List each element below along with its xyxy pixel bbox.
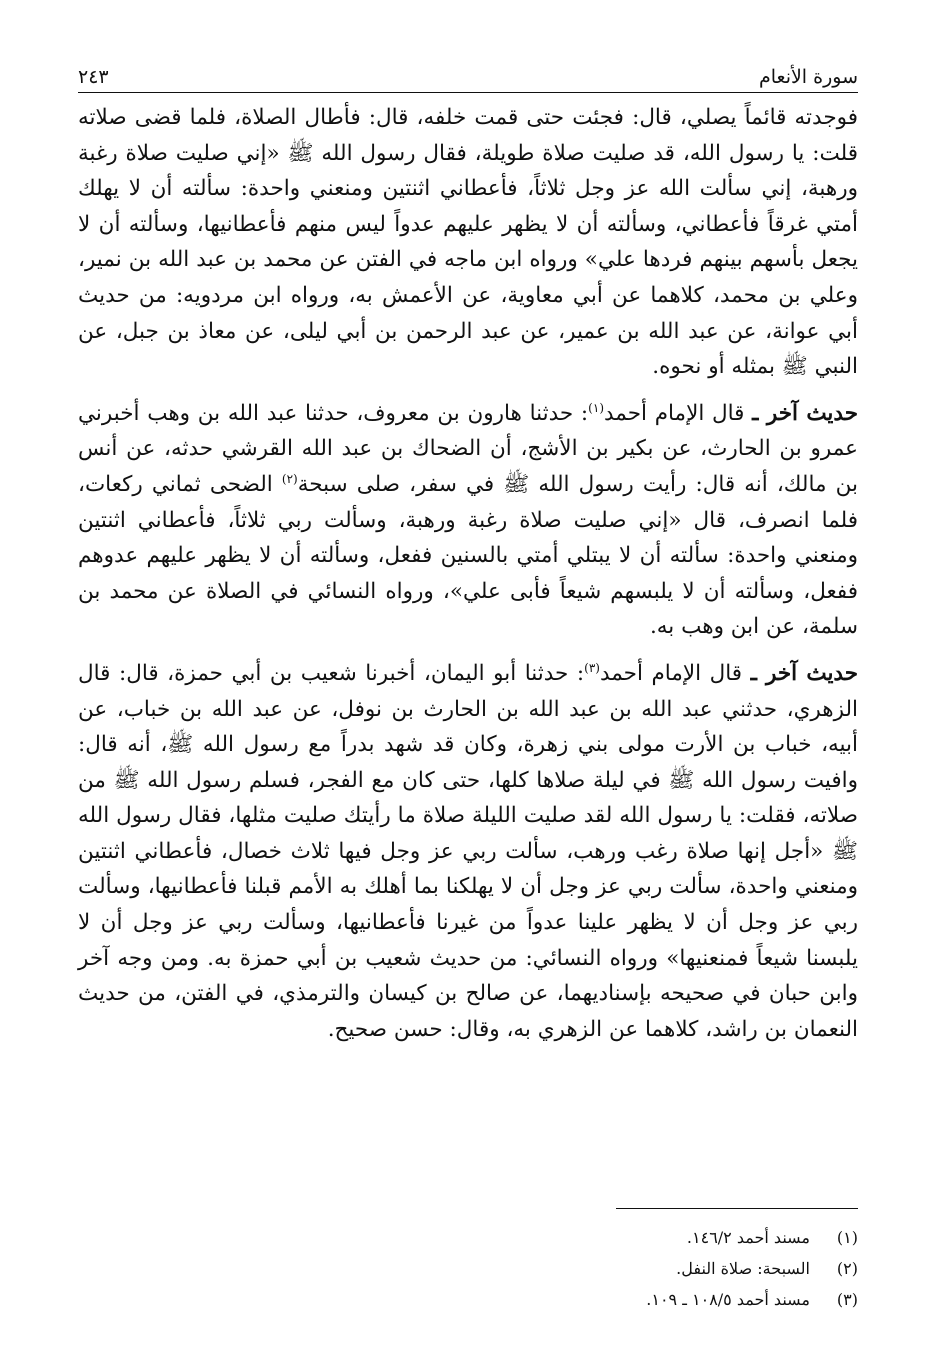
main-text [78,100,858,1058]
footnote-text: السبحة: صلاة النفل. [676,1259,810,1278]
paragraph-3 [78,656,858,1048]
footnote-number: (٢) [836,1259,858,1278]
footnote-item [78,1222,858,1253]
footnotes [78,1222,858,1315]
footnote-item [78,1253,858,1284]
paragraph-1: فوجدته قائماً يصلي، قال: فجئت حتى قمت خلفه، قال: فأطال الصلاة، فلما قضى صلاته قلت: يا رسول الله، قد صليت صلاة طويلة، فقال رسول الله ﷺ «إني صليت صلاة رغبة ورهبة، إني سألت الله عز وجل ثلاثاً، فأعطاني اثنتين ومنعني واحدة: سألته أن لا يهلك أمتي غرقاً فأعطاني، وسألته أن لا يظهر عليهم عدواً ليس منهم فأعطانيها، وسألته أن لا يجعل بأسهم بينهم فردها علي» ورواه ابن ماجه في الفتن عن محمد بن عبد الله بن نمير، وعلي بن محمد، كلاهما عن أبي معاوية، عن الأعمش به، ورواه ابن مردويه: من حديث أبي عوانة، عن عبد الله بن عمير، عن عبد الرحمن بن أبي ليلى، عن معاذ بن جبل، عن النبي ﷺ بمثله أو نحوه. [78,105,858,380]
paragraph-text-continued: الضحى ثماني ركعات، فلما انصرف، قال «إني صليت صلاة رغبة ورهبة، وسألت ربي ثلاثاً، فأعطاني اثنتين ومنعني واحدة: سألته أن لا يبتلي أمتي بالسنين ففعل، وسألته أن لا يظهر عليهم عدوهم ففعل، وسألته أن لا يلبسهم شيعاً فأبى علي»، ورواه النسائي في الصلاة عن محمد بن سلمة، عن ابن وهب به. [78,471,858,640]
footnote-number: (١) [836,1228,858,1247]
paragraph-2 [78,396,858,645]
footnote-item [78,1284,858,1315]
surah-title: سورة الأنعام [758,66,858,88]
paragraph-intro: قال الإمام أحمد [604,400,753,426]
hadith-heading: حديث آخر ـ [752,400,858,426]
paragraph-text: : حدثنا هارون بن معروف، حدثنا عبد الله بن وهب أخبرني عمرو بن الحارث، عن بكير بن الأشج، أن الضحاك بن عبد الله القرشي حدثه، عن أنس بن مالك، أنه قال: رأيت رسول الله ﷺ في سفر، صلى سبحة [78,400,858,497]
footnote-ref-3[interactable]: (٣) [584,660,600,675]
header-divider [78,92,858,93]
page-number: ٢٤٣ [78,66,109,88]
paragraph-intro: قال الإمام أحمد [599,660,751,686]
book-page [78,0,858,1365]
footnote-ref-1[interactable]: (١) [588,400,604,415]
footnote-number: (٣) [836,1290,858,1309]
footnote-text: مسند أحمد ١٠٨/٥ ـ ١٠٩. [646,1290,810,1309]
footnote-text: مسند أحمد ١٤٦/٢. [686,1228,810,1247]
footnote-ref-2[interactable]: (٢) [281,471,298,486]
footnote-divider [616,1208,858,1209]
paragraph-text: : حدثنا أبو اليمان، أخبرنا شعيب بن أبي حمزة، قال: قال الزهري، حدثني عبد الله بن عبد الله بن الحارث بن نوفل، عن عبد الله بن خباب، عن أبيه، خباب بن الأرت مولى بني زهرة، وكان قد شهد بدراً مع رسول الله ﷺ، أنه قال: وافيت رسول الله ﷺ في ليلة صلاها كلها، حتى كان مع الفجر، فسلم رسول الله ﷺ من صلاته، فقلت: يا رسول الله لقد صليت الليلة صلاة ما رأيتك صليت مثلها، فقال رسول الله ﷺ «أجل إنها صلاة رغب ورهب، سألت ربي عز وجل فيها ثلاث خصال، فأعطاني اثنتين ومنعني واحدة، سألت ربي عز وجل أن لا يهلكنا بما أهلك به الأمم قبلنا فأعطانيها، وسألت ربي عز وجل أن لا يظهر علينا عدواً من غيرنا فأعطانيها، وسألت ربي عز وجل أن لا يلبسنا شيعاً فمنعنيها» ورواه النسائي: من حديث شعيب بن أبي حمزة به. ومن وجه آخر وابن حبان في صحيحه بإسناديهما، عن صالح بن كيسان والترمذي، في الفتن، من حديث النعمان بن راشد، كلاهما عن الزهري به، وقال: حسن صحيح. [78,660,858,1042]
page-header [78,58,858,88]
hadith-heading: حديث آخر ـ [750,660,859,686]
